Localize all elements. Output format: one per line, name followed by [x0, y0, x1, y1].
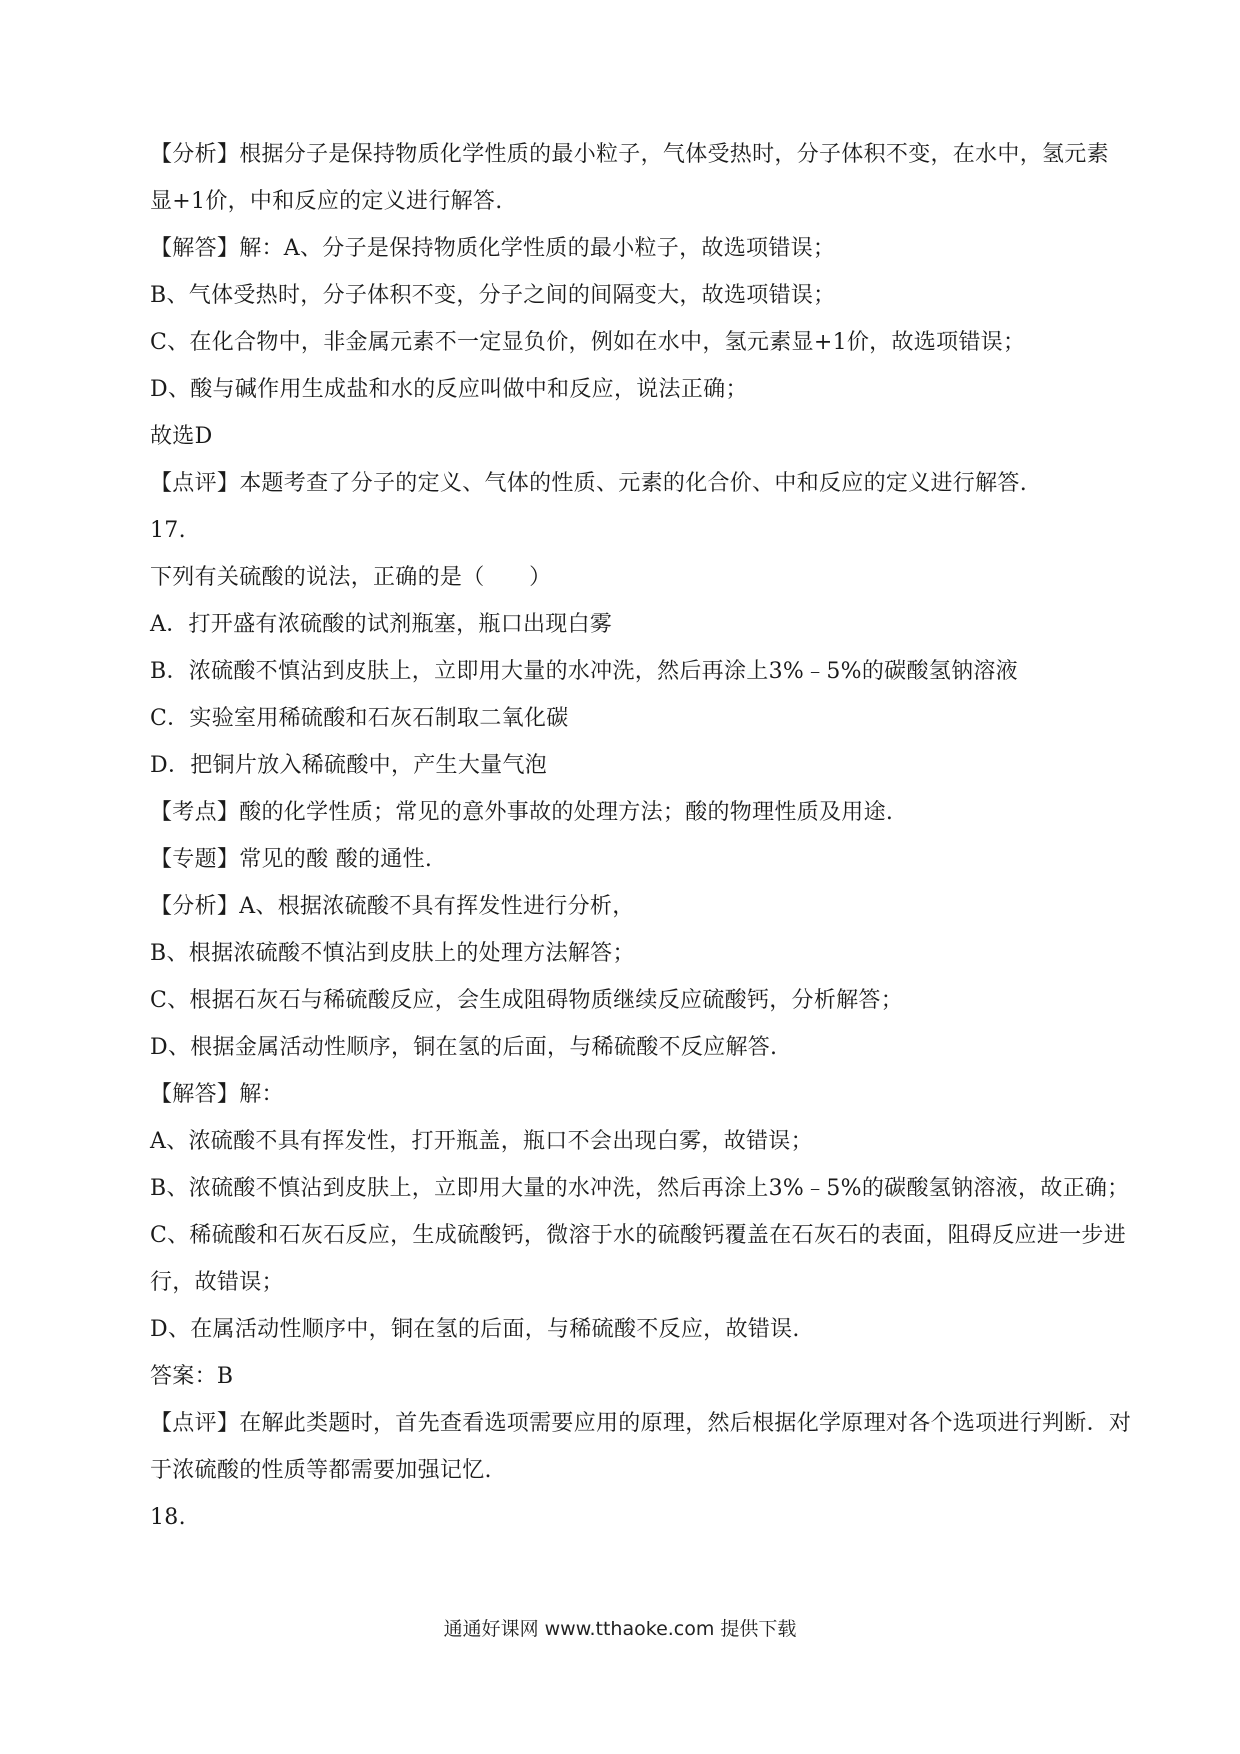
- q17-option-a: A．打开盛有浓硫酸的试剂瓶塞，瓶口出现白雾: [150, 612, 613, 637]
- q17-answer-head: 【解答】解：: [150, 1082, 284, 1107]
- q17-answer-b: B、浓硫酸不慎沾到皮肤上，立即用大量的水冲洗，然后再涂上3%﹣5%的碳酸氢钠溶液，故正确；: [150, 1176, 1130, 1201]
- q17-answer-a: A、浓硫酸不具有挥发性，打开瓶盖，瓶口不会出现白雾，故错误；: [150, 1129, 813, 1154]
- q17-analysis-b: B、根据浓硫酸不慎沾到皮肤上的处理方法解答；: [150, 941, 635, 966]
- q17-zhuanti: 【专题】常见的酸 酸的通性.: [150, 847, 433, 872]
- q17-comment-line1: 【点评】在解此类题时，首先查看选项需要应用的原理，然后根据化学原理对各个选项进行判断．对: [150, 1411, 1132, 1436]
- q17-option-b: B．浓硫酸不慎沾到皮肤上，立即用大量的水冲洗，然后再涂上3%﹣5%的碳酸氢钠溶液: [150, 659, 1018, 684]
- q17-answer-d: D、在属活动性顺序中，铜在氢的后面，与稀硫酸不反应，故错误.: [150, 1317, 800, 1342]
- q17-analysis-c: C、根据石灰石与稀硫酸反应，会生成阻碍物质继续反应硫酸钙，分析解答；: [150, 988, 904, 1013]
- q16-answer-d: D、酸与碱作用生成盐和水的反应叫做中和反应，说法正确；: [150, 377, 748, 402]
- q16-answer-b: B、气体受热时，分子体积不变，分子之间的间隔变大，故选项错误；: [150, 283, 836, 308]
- q17-option-d: D．把铜片放入稀硫酸中，产生大量气泡: [150, 753, 548, 778]
- q16-comment: 【点评】本题考查了分子的定义、气体的性质、元素的化合价、中和反应的定义进行解答.: [150, 471, 1027, 496]
- q18-number: 18.: [150, 1505, 186, 1530]
- q16-answer-head: 【解答】解：A、分子是保持物质化学性质的最小粒子，故选项错误；: [150, 236, 836, 261]
- q16-analysis-line2: 显+1价，中和反应的定义进行解答.: [150, 189, 503, 214]
- q16-choice: 故选D: [150, 424, 213, 449]
- q17-answer-c-line1: C、稀硫酸和石灰石反应，生成硫酸钙，微溶于水的硫酸钙覆盖在石灰石的表面，阻碍反应进一步进: [150, 1223, 1127, 1248]
- q17-analysis-a: 【分析】A、根据浓硫酸不具有挥发性进行分析，: [150, 894, 635, 919]
- q16-analysis-line1: 【分析】根据分子是保持物质化学性质的最小粒子，气体受热时，分子体积不变，在水中，氢元素: [150, 142, 1109, 167]
- q16-answer-c: C、在化合物中，非金属元素不一定显负价，例如在水中，氢元素显+1价，故选项错误；: [150, 330, 1026, 355]
- q17-final-answer: 答案：B: [150, 1364, 234, 1389]
- q17-comment-line2: 于浓硫酸的性质等都需要加强记忆.: [150, 1458, 492, 1483]
- q17-answer-c-line2: 行，故错误；: [150, 1270, 284, 1295]
- q17-stem: 下列有关硫酸的说法，正确的是（ ）: [150, 565, 552, 590]
- q17-number: 17.: [150, 518, 186, 543]
- page-footer: 通通好课网 www.tthaoke.com 提供下载: [443, 1618, 797, 1640]
- q17-option-c: C．实验室用稀硫酸和石灰石制取二氧化碳: [150, 706, 569, 731]
- q17-kaodian: 【考点】酸的化学性质；常见的意外事故的处理方法；酸的物理性质及用途.: [150, 800, 894, 825]
- q17-analysis-d: D、根据金属活动性顺序，铜在氢的后面，与稀硫酸不反应解答.: [150, 1035, 778, 1060]
